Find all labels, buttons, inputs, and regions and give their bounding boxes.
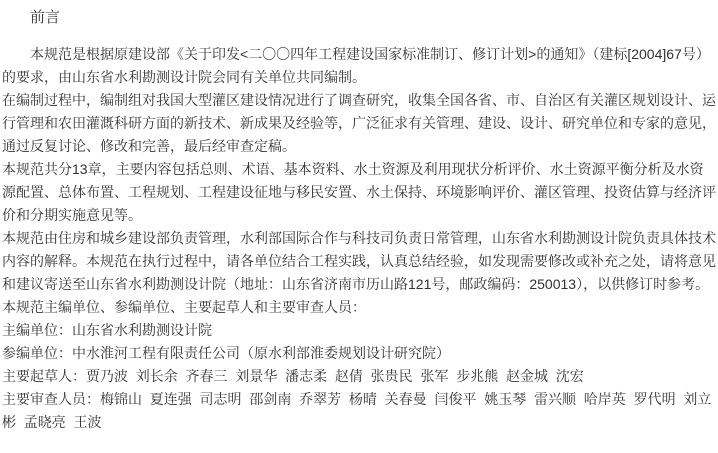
main-reviewers: 主要审查人员：梅锦山 夏连强 司志明 邵剑南 乔翠芳 杨晴 关春曼 闫俊平 姚玉琴 雷兴顺 哈岸英 罗代明 刘立彬 孟晓亮 王波 bbox=[2, 391, 712, 430]
participating-unit: 参编单位：中水淮河工程有限责任公司（原水利部淮委规划设计研究院） bbox=[2, 345, 450, 361]
paragraph-process: 在编制过程中，编制组对我国大型灌区建设情况进行了调查研究，收集全国各省、市、自治区有关灌区规划设计、运行管理和农田灌溉科研方面的新技术、新成果及经验等，广泛征求有关管理、建设、设计、研究单位和专家的意见，通过反复讨论、修改和完善，最后经审查定稿。 bbox=[2, 92, 716, 154]
credits-heading: 本规范主编单位、参编单位、主要起草人和主要审查人员： bbox=[2, 299, 366, 315]
chief-editor-unit: 主编单位：山东省水利勘测设计院 bbox=[2, 322, 212, 338]
paragraph-management: 本规范由住房和城乡建设部负责管理，水利部国际合作与科技司负责日常管理，山东省水利勘测设计院负责具体技术内容的解释。本规范在执行过程中，请各单位结合工程实践，认真总结经验，如发现需要修改或补充之处，请将意见和建议寄送至山东省水利勘测设计院（地址：山东省济南市历山路121号，邮政编码：250013），以供修订时参考。 bbox=[2, 230, 716, 292]
paragraph-contents: 本规范共分13章，主要内容包括总则、术语、基本资料、水土资源及利用现状分析评价、水土资源平衡分析及水资源配置、总体布置、工程规划、工程建设征地与移民安置、水土保持、环境影响评价、灌区管理、投资估算与经济评价和分期实施意见等。 bbox=[2, 161, 716, 223]
paragraph-intro: 本规范是根据原建设部《关于印发<二〇〇四年工程建设国家标准制订、修订计划>的通知》（建标[2004]67号）的要求，由山东省水利勘测设计院会同有关单位共同编制。 bbox=[2, 46, 710, 85]
document-title: 前言 bbox=[30, 9, 61, 26]
main-drafters: 主要起草人：贾乃波 刘长余 齐春三 刘景华 潘志柔 赵倩 张贵民 张军 步兆熊 赵金城 沈宏 bbox=[2, 368, 584, 384]
